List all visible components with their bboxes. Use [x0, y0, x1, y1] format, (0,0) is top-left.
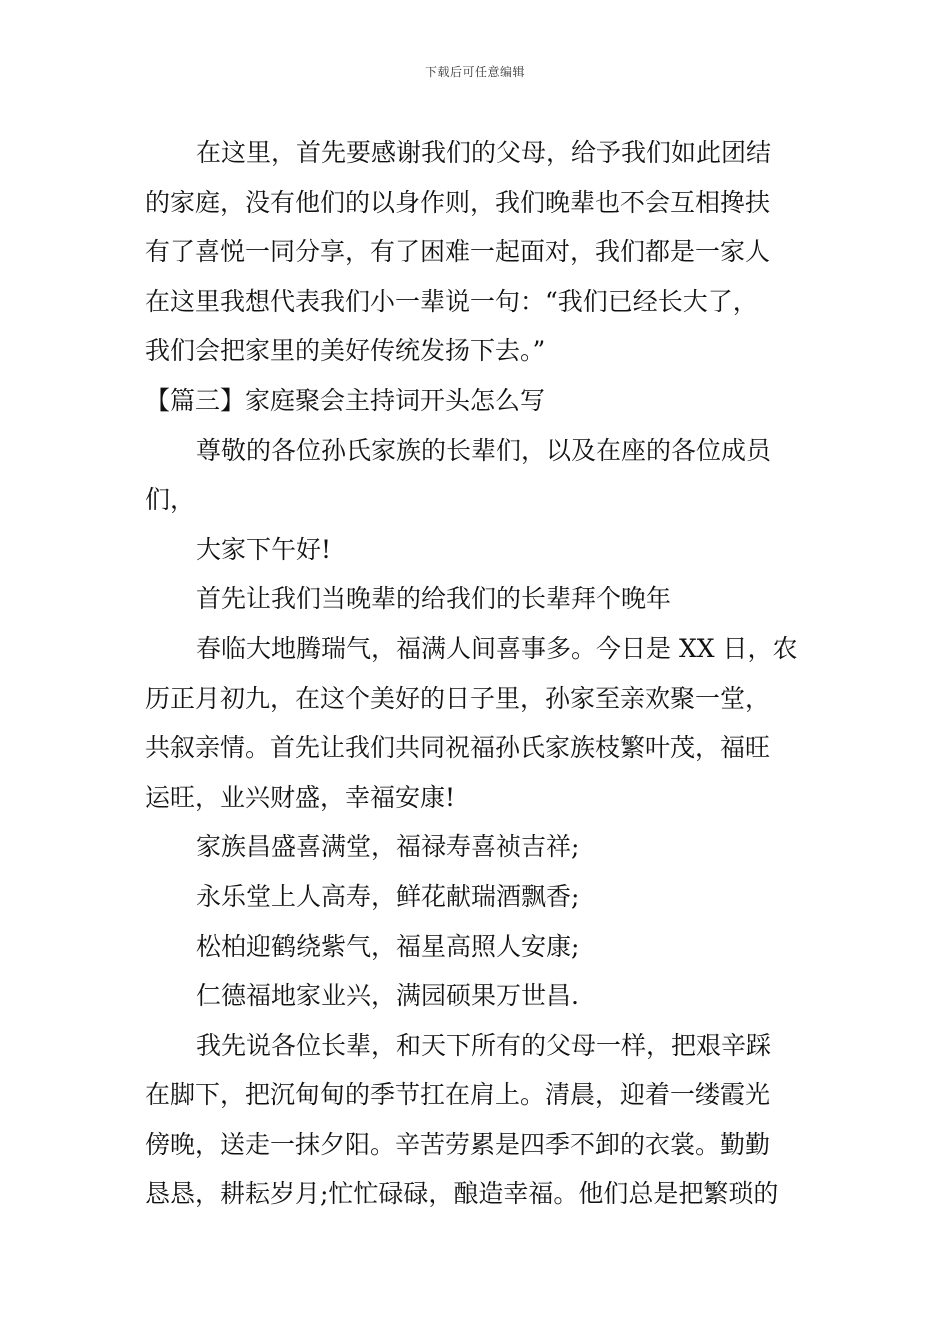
poem-line: 永乐堂上人高寿，鲜花献瑞酒飘香; — [196, 881, 580, 911]
document-body — [145, 128, 810, 1219]
text-line: 我先说各位长辈，和天下所有的父母一样，把艰辛踩 — [196, 1030, 772, 1060]
text-line: 傍晚，送走一抹夕阳。辛苦劳累是四季不卸的衣裳。勤勤 — [145, 1129, 771, 1159]
text-line: 首先让我们当晚辈的给我们的长辈拜个晚年 — [196, 584, 672, 614]
section-heading: 【篇三】家庭聚会主持词开头怎么写 — [145, 385, 546, 415]
poem-line: 仁德福地家业兴，满园硕果万世昌. — [196, 981, 579, 1011]
text-line: 历正月初九，在这个美好的日子里，孙家至亲欢聚一堂， — [145, 683, 771, 713]
text-line: 在这里，首先要感谢我们的父母，给予我们如此团结 — [196, 138, 772, 167]
poem-line: 松柏迎鹤绕紫气，福星高照人安康; — [196, 931, 580, 961]
text-line: 春临大地腾瑞气，福满人间喜事多。今日是 XX 日，农 — [196, 633, 798, 663]
text-line: 在这里我想代表我们小一辈说一句：“我们已经长大了， — [145, 286, 758, 316]
text-line: 大家下午好! — [196, 534, 332, 564]
poem-line: 家族昌盛喜满堂，福禄寿喜祯吉祥; — [196, 832, 580, 862]
page-header: 下载后可任意编辑 — [424, 65, 525, 79]
text-line: 在脚下，把沉甸甸的季节扛在肩上。清晨，迎着一缕霞光 — [145, 1080, 771, 1110]
text-line: 尊敬的各位孙氏家族的长辈们，以及在座的各位成员 — [196, 435, 772, 465]
text-line: 运旺，业兴财盛，幸福安康! — [145, 782, 456, 812]
text-line: 们， — [145, 485, 196, 515]
text-line: 恳恳，耕耘岁月;忙忙碌碌，酿造幸福。他们总是把繁琐的 — [145, 1179, 779, 1209]
text-line: 我们会把家里的美好传统发扬下去。” — [145, 336, 546, 366]
text-line: 的家庭，没有他们的以身作则，我们晚辈也不会互相搀扶 — [145, 187, 771, 217]
text-line: 共叙亲情。首先让我们共同祝福孙氏家族枝繁叶茂，福旺 — [145, 733, 771, 763]
text-line: 有了喜悦一同分享，有了困难一起面对，我们都是一家人 — [145, 237, 771, 267]
